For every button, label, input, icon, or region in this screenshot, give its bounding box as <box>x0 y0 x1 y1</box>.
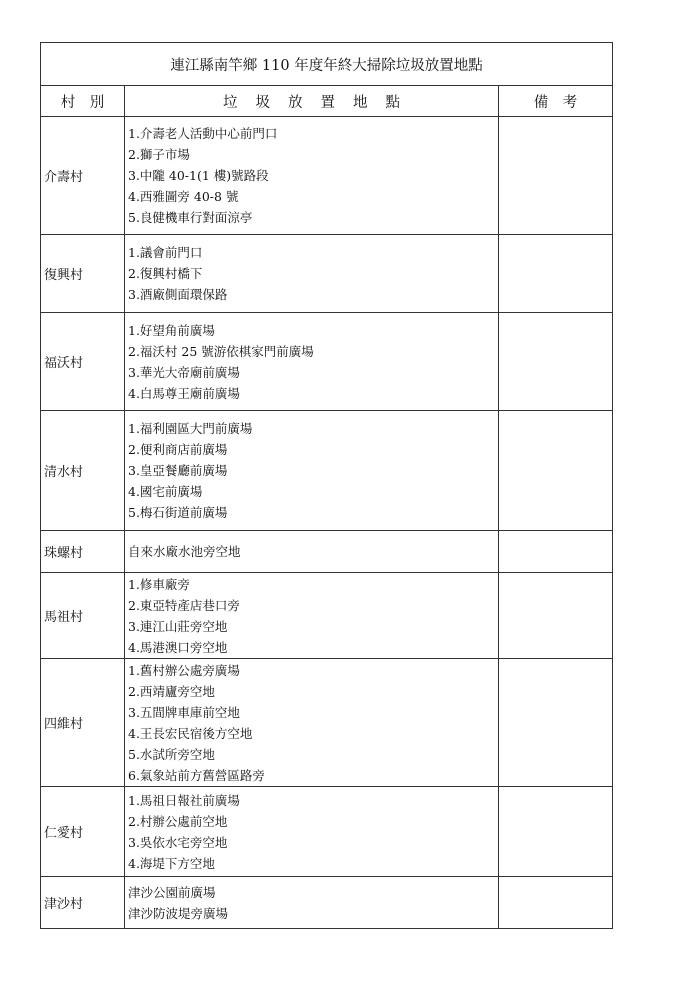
village-cell: 介壽村 <box>41 117 125 235</box>
remarks-cell <box>499 411 613 531</box>
location-item: 2.獅子市場 <box>128 147 190 162</box>
location-item: 4.國宅前廣場 <box>128 484 203 499</box>
table-row <box>41 117 613 235</box>
locations-cell <box>125 877 499 929</box>
table-row <box>41 531 613 573</box>
location-item: 津沙防波堤旁廣場 <box>128 905 229 921</box>
table-row <box>41 573 613 659</box>
remarks-cell <box>499 787 613 877</box>
location-item: 4.西雅圖旁 40-8 號 <box>128 189 239 204</box>
location-item: 3.五間牌車庫前空地 <box>128 704 240 720</box>
location-item: 1.修車廠旁 <box>128 576 190 592</box>
header-village: 村 別 <box>41 86 125 117</box>
remarks-cell <box>499 235 613 313</box>
location-item: 6.氣象站前方舊營區路旁 <box>128 767 265 783</box>
table-row <box>41 313 613 411</box>
village-cell: 津沙村 <box>41 877 125 929</box>
location-item: 5.水試所旁空地 <box>128 746 215 762</box>
location-item: 2.西靖廬旁空地 <box>128 683 215 699</box>
location-item: 3.酒廠側面環保路 <box>128 287 228 302</box>
locations-cell <box>125 313 499 411</box>
remarks-cell <box>499 313 613 411</box>
locations-cell <box>125 573 499 659</box>
locations-cell <box>125 659 499 787</box>
table-row <box>41 659 613 787</box>
location-item: 4.海堤下方空地 <box>128 855 215 871</box>
table-row <box>41 877 613 929</box>
village-cell: 馬祖村 <box>41 573 125 659</box>
location-item: 津沙公園前廣場 <box>128 884 216 900</box>
remarks-cell <box>499 877 613 929</box>
village-cell: 四維村 <box>41 659 125 787</box>
location-item: 2.村辦公處前空地 <box>128 813 228 829</box>
location-item: 3.吳依水宅旁空地 <box>128 834 228 850</box>
location-item: 1.福利園區大門前廣場 <box>128 421 253 436</box>
header-remarks: 備 考 <box>499 86 613 117</box>
locations-cell <box>125 117 499 235</box>
location-item: 5.梅石街道前廣場 <box>128 505 228 520</box>
village-cell: 復興村 <box>41 235 125 313</box>
remarks-cell <box>499 531 613 573</box>
table-row <box>41 411 613 531</box>
location-item: 3.皇亞餐廳前廣場 <box>128 463 228 478</box>
table-row <box>41 235 613 313</box>
locations-cell <box>125 787 499 877</box>
locations-cell <box>125 531 499 573</box>
header-location <box>125 86 499 117</box>
village-cell: 仁愛村 <box>41 787 125 877</box>
location-item: 1.馬祖日報社前廣場 <box>128 792 240 808</box>
village-cell: 福沃村 <box>41 313 125 411</box>
location-item: 1.好望角前廣場 <box>128 322 215 338</box>
village-cell: 清水村 <box>41 411 125 531</box>
remarks-cell <box>499 117 613 235</box>
header-row <box>41 86 613 117</box>
location-item: 2.復興村橋下 <box>128 266 203 281</box>
document-title: 連江縣南竿鄉 110 年度年終大掃除垃圾放置地點 <box>41 43 613 86</box>
table-row <box>41 787 613 877</box>
location-item: 3.華光大帝廟前廣場 <box>128 364 240 380</box>
locations-cell <box>125 411 499 531</box>
location-item: 2.福沃村 25 號游依棋家門前廣場 <box>128 343 314 359</box>
location-item: 1.介壽老人活動中心前門口 <box>128 126 278 141</box>
location-item: 2.便利商店前廣場 <box>128 442 228 457</box>
location-item: 1.舊村辦公處旁廣場 <box>128 662 240 678</box>
location-item: 5.良健機車行對面涼亭 <box>128 210 253 225</box>
location-item: 4.白馬尊王廟前廣場 <box>128 385 240 401</box>
location-item: 4.王長宏民宿後方空地 <box>128 725 253 741</box>
location-item: 4.馬港澳口旁空地 <box>128 639 228 655</box>
village-cell: 珠螺村 <box>41 531 125 573</box>
locations-table <box>40 42 613 929</box>
locations-cell <box>125 235 499 313</box>
header-location-text: 垃圾放置地點 <box>223 94 418 111</box>
location-item: 2.東亞特產店巷口旁 <box>128 597 240 613</box>
location-item: 3.中隴 40-1(1 樓)號路段 <box>128 168 269 183</box>
location-item: 自來水廠水池旁空地 <box>128 544 241 559</box>
location-item: 3.連江山莊旁空地 <box>128 618 228 634</box>
location-item: 1.議會前門口 <box>128 245 203 260</box>
remarks-cell <box>499 659 613 787</box>
remarks-cell <box>499 573 613 659</box>
